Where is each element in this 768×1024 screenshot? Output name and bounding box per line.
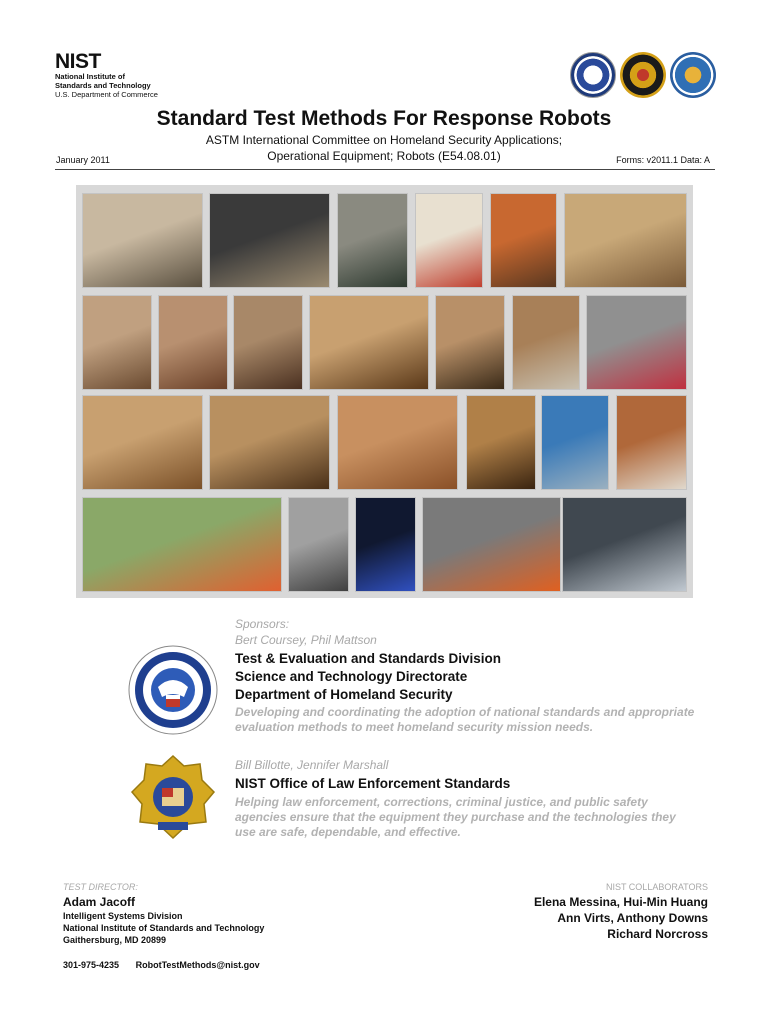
nist-description: Helping law enforcement, corrections, criminal justice, and public safety agencies ensure that the equipment they purchase and the technologies they use are safe, dependable, and effective. — [235, 795, 676, 839]
nist-dept: U.S. Department of Commerce — [55, 90, 158, 99]
page-title: Standard Test Methods For Response Robots — [156, 107, 612, 130]
director-division: Intelligent Systems Division — [63, 911, 183, 921]
contact-phone: 301-975-4235 — [63, 960, 120, 970]
collaborators-line-1: Elena Messina, Hui-Min Huang — [533, 895, 708, 909]
nist-logo — [55, 52, 165, 99]
ramp-photo-2 — [158, 295, 228, 390]
dhs-seal-icon — [570, 52, 616, 98]
doj-seal-icon — [620, 52, 666, 98]
doc-seal-icon — [670, 52, 716, 98]
collaborators-line-3: Richard Norcross — [607, 927, 708, 941]
director-location: Gaithersburg, MD 20899 — [63, 935, 167, 945]
portable-toilet-photo — [541, 395, 609, 490]
contact-info — [63, 960, 274, 970]
room-photo — [466, 395, 536, 490]
nist-wordmark: NIST — [55, 50, 101, 73]
dhs-seal-large-icon — [128, 645, 218, 735]
eye-chart-photo — [415, 193, 483, 288]
ramp-photo-1 — [82, 295, 152, 390]
dhs-sponsor-names: Bert Coursey, Phil Mattson — [235, 633, 377, 647]
pipe-photo — [512, 295, 580, 390]
grate-photo — [288, 497, 349, 592]
nist-line-1: National Institute of — [55, 72, 125, 81]
stairs-photo — [82, 395, 203, 490]
dark-robot-photo — [355, 497, 416, 592]
nist-line-2: Standards and Technology — [55, 81, 151, 90]
subtitle-line-2: Operational Equipment; Robots (E54.08.01) — [267, 149, 501, 163]
dhs-directorate: Science and Technology Directorate — [235, 669, 468, 684]
dhs-description: Developing and coordinating the adoption of national standards and appropriate evaluation methods to meet homeland security mission needs. — [235, 705, 695, 734]
aerial-map-photo — [82, 497, 282, 592]
contact-email: RobotTestMethods@nist.gov — [135, 960, 260, 970]
nist-office: NIST Office of Law Enforcement Standards — [235, 776, 511, 791]
sponsors-label: Sponsors: — [235, 617, 290, 631]
corner-photo — [337, 395, 458, 490]
incline-photo — [309, 295, 429, 390]
agency-seals — [570, 52, 716, 98]
stepfield-photo — [233, 295, 303, 390]
cone-course-photo — [422, 497, 561, 592]
door-photo — [616, 395, 687, 490]
robot-outdoor-photo — [586, 295, 687, 390]
law-enforcement-badge-icon — [128, 752, 218, 842]
dhs-division: Test & Evaluation and Standards Division — [235, 651, 502, 666]
forms-version: Forms: v2011.1 Data: A — [616, 155, 710, 165]
nist-sponsor-names: Bill Billotte, Jennifer Marshall — [235, 758, 389, 772]
publication-date: January 2011 — [56, 155, 110, 165]
dhs-department: Department of Homeland Security — [235, 687, 453, 702]
subtitle-line-1: ASTM International Committee on Homeland Security Applications; — [205, 133, 563, 147]
cases-photo — [337, 193, 408, 288]
robot-on-tile-photo — [82, 193, 203, 288]
container-photo — [490, 193, 557, 288]
control-station-photo — [562, 497, 687, 592]
test-director-label: TEST DIRECTOR: — [63, 882, 138, 892]
hallway-photo — [435, 295, 505, 390]
targets-photo — [209, 395, 330, 490]
collaborators-label: NIST COLLABORATORS — [605, 882, 708, 892]
header-divider — [55, 169, 715, 170]
maze-photo — [564, 193, 687, 288]
collaborators-line-2: Ann Virts, Anthony Downs — [557, 911, 708, 925]
director-institute: National Institute of Standards and Technology — [63, 923, 265, 933]
tool-kit-photo — [209, 193, 330, 288]
test-director-name: Adam Jacoff — [63, 895, 136, 909]
photo-collage — [76, 185, 693, 598]
